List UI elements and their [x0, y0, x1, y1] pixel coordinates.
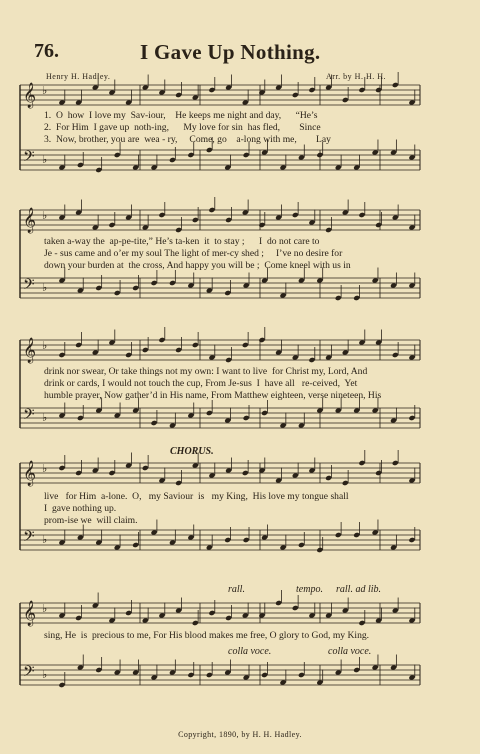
treble-staff	[20, 603, 420, 623]
bass-clef-icon: 𝄢	[23, 663, 35, 684]
flat-icon: ♭	[42, 602, 48, 615]
bass-clef-icon: 𝄢	[23, 406, 35, 427]
treble-clef-icon: 𝄞	[23, 83, 37, 108]
flat-icon: ♭	[42, 411, 48, 424]
lyric-line: drink nor swear, Or take things not my own: I want to live for Christ my, Lord, And	[44, 366, 368, 377]
lyric-line: I gave nothing up.	[44, 503, 117, 514]
lyrics-system-5	[44, 630, 369, 642]
flat-icon: ♭	[42, 281, 48, 294]
lyric-line: 3. Now, brother, you are wea - ry, Come, go a-long with me, Lay	[44, 134, 331, 145]
flat-icon: ♭	[42, 84, 48, 97]
lyric-line: 2. For Him I gave up noth-ing, My love for sin has fled, Since	[44, 122, 321, 133]
lyric-line: Je - sus came and o’er my soul The light of mer-cy shed ; I’ve no desire for	[44, 248, 343, 259]
treble-clef-icon: 𝄞	[23, 461, 37, 486]
lyric-line: prom-ise we will claim.	[44, 515, 138, 526]
tempo-mark: tempo.	[296, 584, 323, 595]
lyric-line: sing, He is precious to me, For His blood makes me free, O glory to God, my King.	[44, 630, 370, 641]
treble-clef-icon: 𝄞	[23, 601, 37, 626]
lyrics-system-3	[44, 366, 381, 402]
bass-staff	[20, 278, 420, 298]
flat-icon: ♭	[42, 153, 48, 166]
hymn-title: I Gave Up Nothing.	[140, 40, 321, 64]
flat-icon: ♭	[42, 462, 48, 475]
lyric-line: taken a-way the ap-pe-tite,” He’s ta-ken it to stay ; I do not care to	[44, 236, 320, 247]
treble-clef-icon: 𝄞	[23, 208, 37, 233]
flat-icon: ♭	[42, 533, 48, 546]
treble-clef-icon: 𝄞	[23, 338, 37, 363]
lyrics-system-1	[44, 110, 331, 146]
rall-mark: rall.	[228, 584, 245, 595]
bass-clef-icon: 𝄢	[23, 276, 35, 297]
bass-staff	[20, 530, 420, 550]
chorus-mark: CHORUS.	[170, 446, 214, 457]
bass-clef-icon: 𝄢	[23, 148, 35, 169]
lyric-line: drink or cards, I would not touch the cup, From Je-sus I have all re-ceived, Yet	[44, 378, 358, 389]
lyric-line: 1. O how I love my Sav-iour, He keeps me night and day, “He’s	[44, 110, 318, 121]
lyrics-system-4	[44, 491, 349, 527]
hymn-number: 76.	[34, 40, 59, 62]
flat-icon: ♭	[42, 339, 48, 352]
copyright-notice: Copyright, 1890, by H. H. Hadley.	[178, 730, 302, 739]
flat-icon: ♭	[42, 209, 48, 222]
lyrics-system-2	[44, 236, 351, 272]
composer-credit: Henry H. Hadley.	[46, 72, 111, 81]
colla-voce-mark: colla voce.	[328, 646, 372, 657]
rall-ad-lib-mark: rall. ad lib.	[336, 584, 382, 595]
arranger-credit: Arr. by H. H. H.	[326, 72, 386, 81]
bass-clef-icon: 𝄢	[23, 528, 35, 549]
lyric-line: live for Him a-lone. O, my Saviour is my King, His love my tongue shall	[44, 491, 349, 502]
lyric-line: down your burden at the cross, And happy you will be ; Come kneel with us in	[44, 260, 351, 271]
flat-icon: ♭	[42, 668, 48, 681]
lyric-line: humble prayer, Now gather’d in His name, From Matthew eighteen, verse nineteen, His	[44, 390, 382, 401]
colla-voce-mark: colla voce.	[228, 646, 272, 657]
